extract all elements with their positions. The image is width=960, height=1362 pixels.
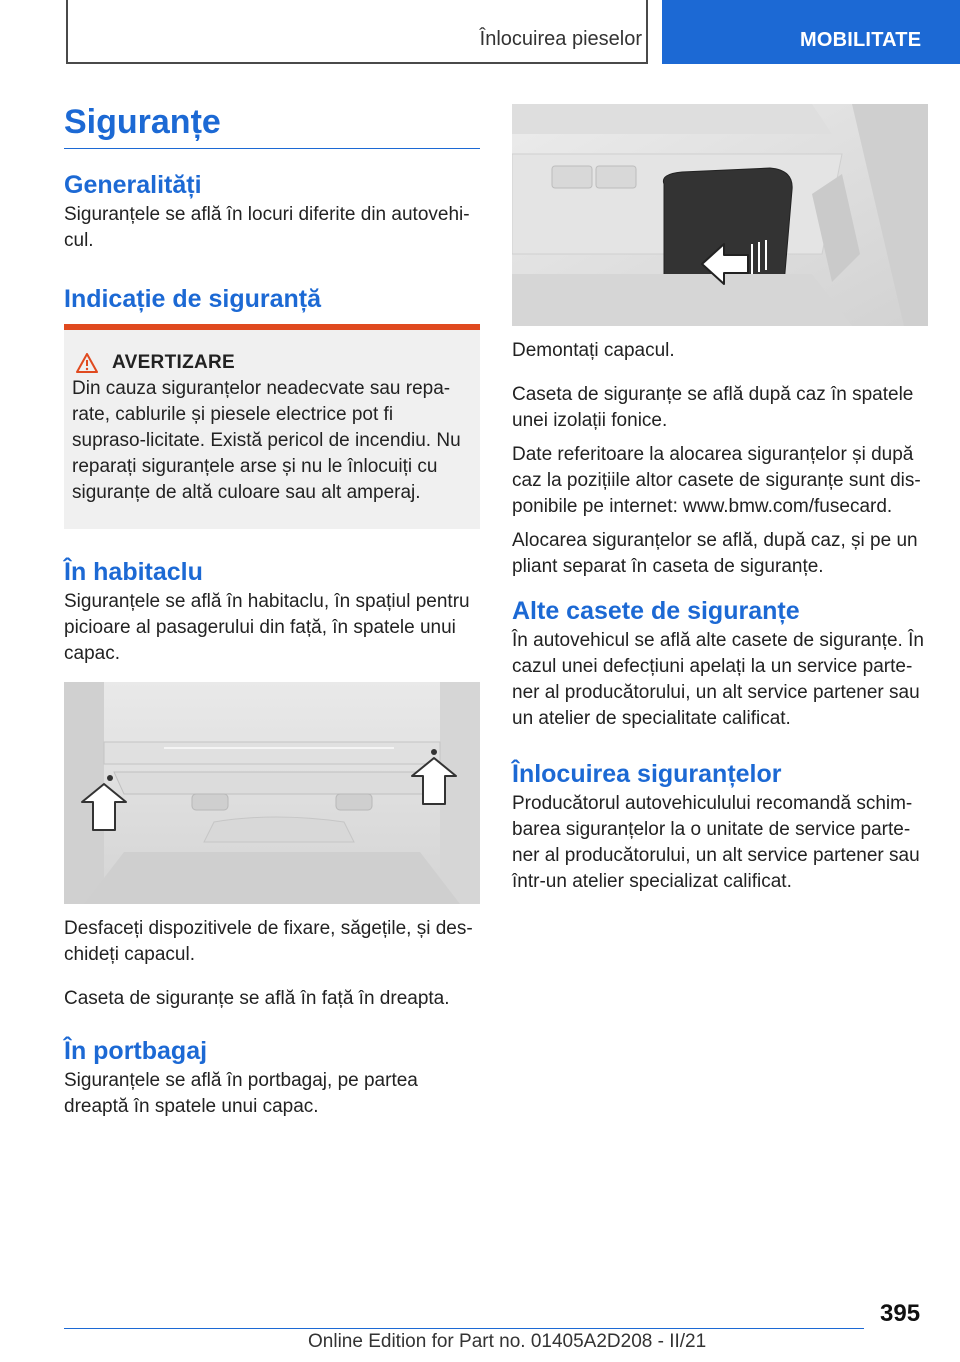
warning-title-row bbox=[76, 352, 470, 374]
text-portbagaj: Siguranțele se află în portbagaj, pe partea dreaptă în spatele unui capac. bbox=[64, 1070, 418, 1117]
page-number: 395 bbox=[880, 1300, 921, 1327]
warning-triangle-icon bbox=[76, 353, 98, 373]
footer-edition: Online Edition for Part no. 01405A2D208 - II/21 bbox=[308, 1331, 707, 1352]
heading-habitaclu: În habitaclu bbox=[64, 558, 203, 586]
footwell-illustration bbox=[64, 682, 480, 904]
heading-portbagaj: În portbagaj bbox=[64, 1037, 208, 1065]
section-generalitati bbox=[64, 170, 480, 254]
text-inlocuirea: Producătorul autovehiculului recomandă schim-barea siguranțelor la o unitate de service parte-ner al producătorului, un alt service partener sau într-un atelier specializat calificat. bbox=[512, 793, 920, 892]
trunk-illustration bbox=[512, 104, 928, 326]
text-generalitati: Siguranțele se află în locuri diferite din autovehi-cul. bbox=[64, 204, 470, 251]
trunk-paragraphs bbox=[512, 338, 928, 580]
header-chapter-tab[interactable] bbox=[662, 0, 960, 64]
page-title: Siguranțe bbox=[64, 100, 480, 149]
footer-divider bbox=[64, 1328, 864, 1329]
section-alte-casete bbox=[512, 596, 928, 732]
warning-text: Din cauza siguranțelor neadecvate sau repa-rate, cablurile și piesele electrice pot fi supraso-licitate. Există pericol de incendiu. Nu reparați siguranțele arse și nu le înlocuiți cu siguranțe de altă culoare sau alt amperaj. bbox=[72, 378, 461, 503]
text-date-referitoare: Date referitoare la alocarea siguranțelor și după caz la pozițiile altor casete de siguranțe sunt dis-ponibile pe internet: www.bmw.com/fusecard. bbox=[512, 444, 921, 517]
warning-title: AVERTIZARE bbox=[112, 352, 235, 373]
habitaclu-steps bbox=[64, 916, 480, 1012]
heading-inlocuirea: Înlocuirea siguranțelor bbox=[512, 760, 782, 788]
text-habitaclu: Siguranțele se află în habitaclu, în spațiul pentru picioare al pasagerului din față, în spatele unui capac. bbox=[64, 591, 470, 664]
heading-alte-casete: Alte casete de siguranțe bbox=[512, 597, 800, 625]
trunk-fusebox-image bbox=[512, 104, 928, 326]
footwell-fusebox-image bbox=[64, 682, 480, 904]
text-habitaclu-step-2: Caseta de siguranțe se află în față în dreapta. bbox=[64, 988, 450, 1009]
header-section-title: Înlocuirea pieselor bbox=[479, 28, 642, 50]
section-indicatie bbox=[64, 284, 480, 314]
text-caseta-izolatie: Caseta de siguranțe se află după caz în spatele unei izolații fonice. bbox=[512, 384, 914, 431]
warning-box bbox=[64, 324, 480, 529]
text-demontati: Demontați capacul. bbox=[512, 340, 675, 361]
heading-generalitati: Generalități bbox=[64, 171, 202, 199]
header-chapter-label: MOBILITATE bbox=[800, 29, 922, 51]
section-portbagaj bbox=[64, 1036, 480, 1120]
text-habitaclu-step-1: Desfaceți dispozitivele de fixare, săgețile, și des-chideți capacul. bbox=[64, 918, 473, 965]
text-alte-casete: În autovehicul se află alte casete de siguranțe. În cazul unei defecțiuni apelați la un service parte-ner al producătorului, un alt service partener sau un atelier de specialitate calificat. bbox=[512, 630, 924, 729]
heading-indicatie: Indicație de siguranță bbox=[64, 285, 322, 313]
text-alocarea: Alocarea siguranțelor se află, după caz, și pe un pliant separat în caseta de siguranțe. bbox=[512, 530, 918, 577]
section-habitaclu bbox=[64, 557, 480, 667]
section-inlocuirea bbox=[512, 759, 928, 895]
